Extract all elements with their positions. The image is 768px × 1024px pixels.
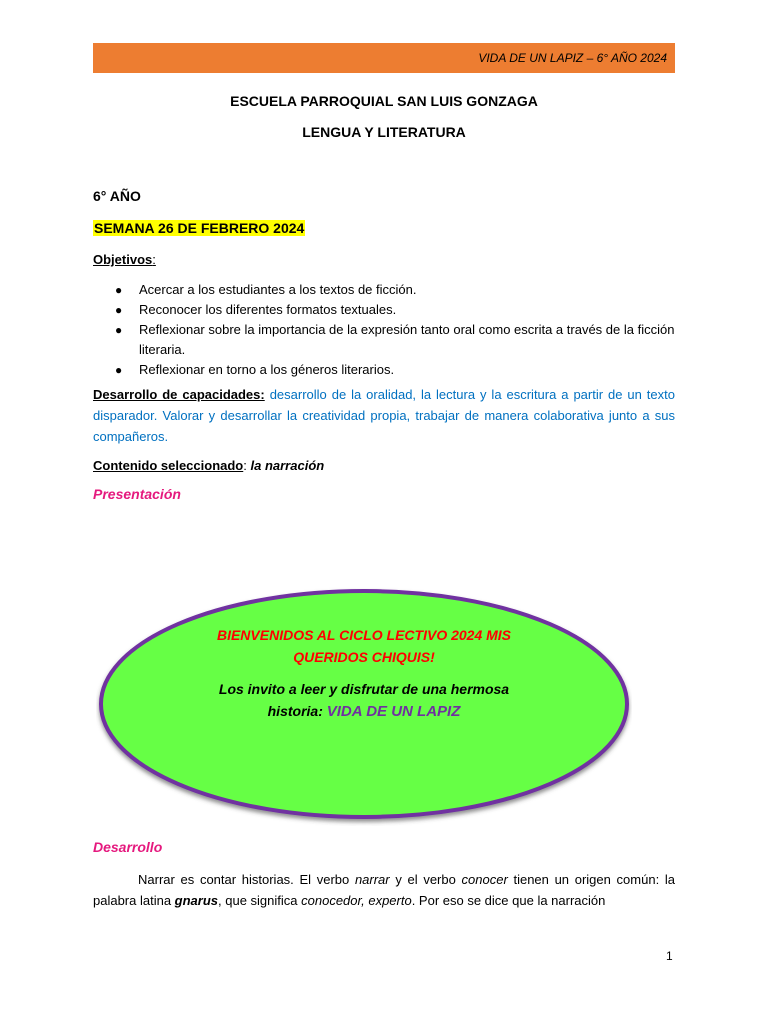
welcome-line-1: BIENVENIDOS AL CICLO LECTIVO 2024 MIS [216,627,512,643]
bullet-icon: ● [115,283,123,297]
welcome-oval [96,586,632,826]
objectives-label [93,252,156,267]
content-colon: : [243,458,247,473]
objective-text: Acercar a los estudiantes a los textos de ficción. [139,282,417,297]
dev-text-2: y el verbo [389,872,462,887]
dev-text-1: Narrar es contar historias. El verbo [138,872,355,887]
invite-line-1: Los invito a leer y disfrutar de una hermosa [218,681,510,697]
school-name: ESCUELA PARROQUIAL SAN LUIS GONZAGA [230,93,538,109]
header-text: VIDA DE UN LAPIZ – 6° AÑO 2024 [478,51,667,65]
list-item [93,360,675,380]
development-heading: Desarrollo [93,839,163,855]
dev-term-narrar: narrar [354,872,390,887]
list-item [93,280,675,300]
welcome-message [96,624,632,668]
dev-text-3: tienen un origen común: la palabra latina [93,872,675,908]
dev-term-conocer: conocer [461,872,508,887]
presentation-heading: Presentación [93,486,181,502]
dev-text-4: , que significa [218,893,302,908]
content-value: la narración [250,458,325,473]
book-title: VIDA DE UN LAPIZ [326,703,461,720]
objectives-label-text: Objetivos [93,252,153,267]
capacities-label: Desarrollo de capacidades: [93,387,265,402]
objective-text: Reflexionar en torno a los géneros literarios. [139,362,395,377]
week-heading: SEMANA 26 DE FEBRERO 2024 [94,220,305,236]
welcome-line-2: QUERIDOS CHIQUIS! [293,649,435,665]
subject-title: LENGUA Y LITERATURA [302,124,466,140]
page-number: 1 [666,949,673,963]
content-paragraph [93,455,675,476]
dev-text-5: . Por eso se dice que la narración [411,893,606,908]
bullet-icon: ● [115,363,123,377]
capacities-text: desarrollo de la oralidad, la lectura y la escritura a partir de un texto disparador. Valorar y desarrollar la creatividad propia, trabajar de manera colaborativa junto a sus compañeros. [93,387,675,444]
list-item [93,320,675,360]
header-bar [93,43,675,73]
objective-text: Reconocer los diferentes formatos textuales. [139,302,397,317]
content-label: Contenido seleccionado [93,458,244,473]
objective-text: Reflexionar sobre la importancia de la expresión tanto oral como escrita a través de la ficción literaria. [139,322,675,357]
objectives-colon: : [152,252,156,267]
development-paragraph [93,869,675,911]
capacities-paragraph [93,384,675,447]
bullet-icon: ● [115,303,123,317]
objectives-list [93,280,675,380]
invite-line-2-text: historia: [267,703,323,719]
dev-term-conocedor: conocedor, experto [301,893,412,908]
invite-message [96,678,632,723]
bullet-icon: ● [115,323,123,337]
grade-heading: 6° AÑO [93,188,141,204]
list-item [93,300,675,320]
dev-term-gnarus: gnarus [174,893,219,908]
invite-line-2 [96,700,632,723]
